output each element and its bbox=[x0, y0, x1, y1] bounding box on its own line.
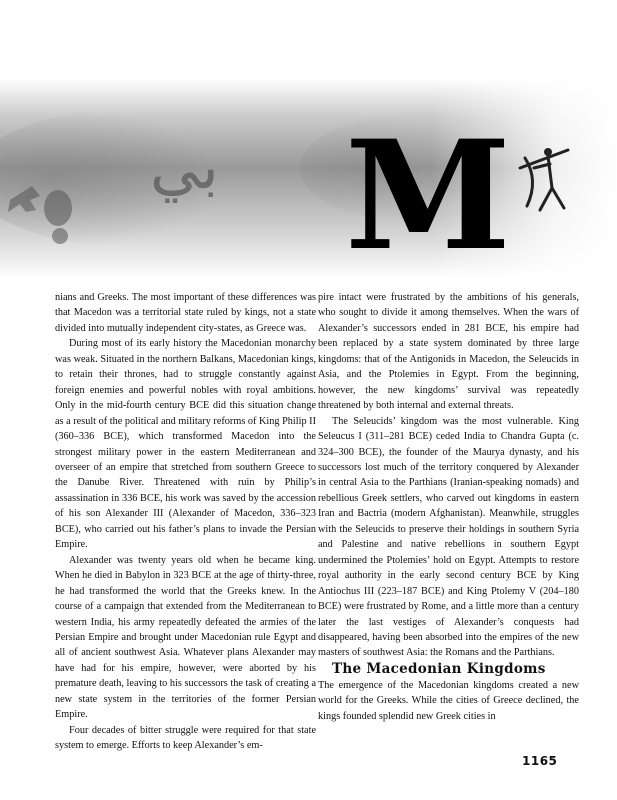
section-heading: The Macedonian Kingdoms bbox=[332, 660, 546, 677]
paragraph: Four decades of bitter struggle were required for that state system to emerge. Efforts to keep Alexander’s em- bbox=[55, 724, 316, 752]
paragraph: The Seleucids’ kingdom was the most vulnerable. King Seleucus I (311–281 BCE) ceded India to Chandra Gupta (c. 324–300 BCE), the founder of the Maurya dynasty, and his successors lost much of the territory conquered by Alexander in central Asia to the Parthians (Iranian-speaking nomads) and rebellious Greek settlers, who carved out kingdoms in eastern Iran and Bactria (modern Afghanistan). Meanwhile, struggles with the Seleucids to preserve their holdings in southern Syria and Palestine and native rebellions in southern Egypt undermined the Ptolemies’ hold on Egypt. Attempts to restore royal authority in the early second century BCE by King Antiochus III (223–187 BCE) and King Ptolemy V (204–180 BCE) were frustrated by Rome, and a little more than a century later the last vestiges of Alexander’s conquests had disappeared, having been absorbed into the empires of the new masters of southwest Asia: the Romans and the Parthians. bbox=[318, 415, 579, 659]
paragraph: nians and Greeks. The most important of these differences was that Macedon was a territorial state ruled by kings, not a state divided into mutually independent city-states, as Greece was. bbox=[55, 292, 316, 334]
decorative-banner bbox=[0, 78, 617, 278]
left-column bbox=[55, 290, 316, 754]
script-glyphs: بي bbox=[150, 130, 219, 203]
page-number: 1165 bbox=[522, 754, 558, 768]
banner-illustration bbox=[0, 78, 617, 278]
paragraph: Alexander was twenty years old when he became king. When he died in Babylon in 323 BCE at the age of thirty-three, he had transformed the world that the Greeks knew. In the course of a campaign that extended from the Mediterranean to western India, his army repeatedly defeated the armies of the Persian Empire and brought under Macedonian rule Egypt and all of ancient southwest Asia. Whatever plans Alexander may have had for his empire, however, were aborted by his premature death, leaving to his successors the task of creating a new state system in the territories of the former Persian Empire. bbox=[55, 554, 316, 721]
paragraph: The emergence of the Macedonian kingdoms created a new world for the Greeks. While the cities of Greece declined, the kings founded splendid new Greek cities in bbox=[318, 679, 579, 722]
right-column bbox=[318, 290, 579, 724]
drop-cap-letter: M bbox=[345, 108, 512, 278]
paragraph: During most of its early history the Macedonian monarchy was weak. Situated in the northern Balkans, Macedonian kings, to retain their thrones, had to struggle constantly against foreign enemies and powerful nobles with royal ambitions. Only in the mid-fourth century BCE did this situation change as a result of the political and military reforms of King Philip II (360–336 BCE), which transformed Macedon into the strongest military power in the eastern Mediterranean and overseer of an empire that stretched from southern Greece to the Danube River. Threatened with ruin by Philip’s assassination in 336 BCE, his work was saved by the accession of his son Alexander III (Alexander of Macedon, 336–323 BCE), who carried out his father’s plans to invade the Persian Empire. bbox=[55, 338, 316, 551]
paragraph: pire intact were frustrated by the ambitions of his generals, who sought to divide it among themselves. When the wars of Alexander’s successors ended in 281 BCE, his empire had been replaced by a state system dominated by three large kingdoms: that of the Antigonids in Macedon, the Seleucids in Asia, and the Ptolemies in Egypt. From the beginning, however, the new kingdoms’ survival was repeatedly threatened by both internal and external threats. bbox=[318, 292, 579, 412]
